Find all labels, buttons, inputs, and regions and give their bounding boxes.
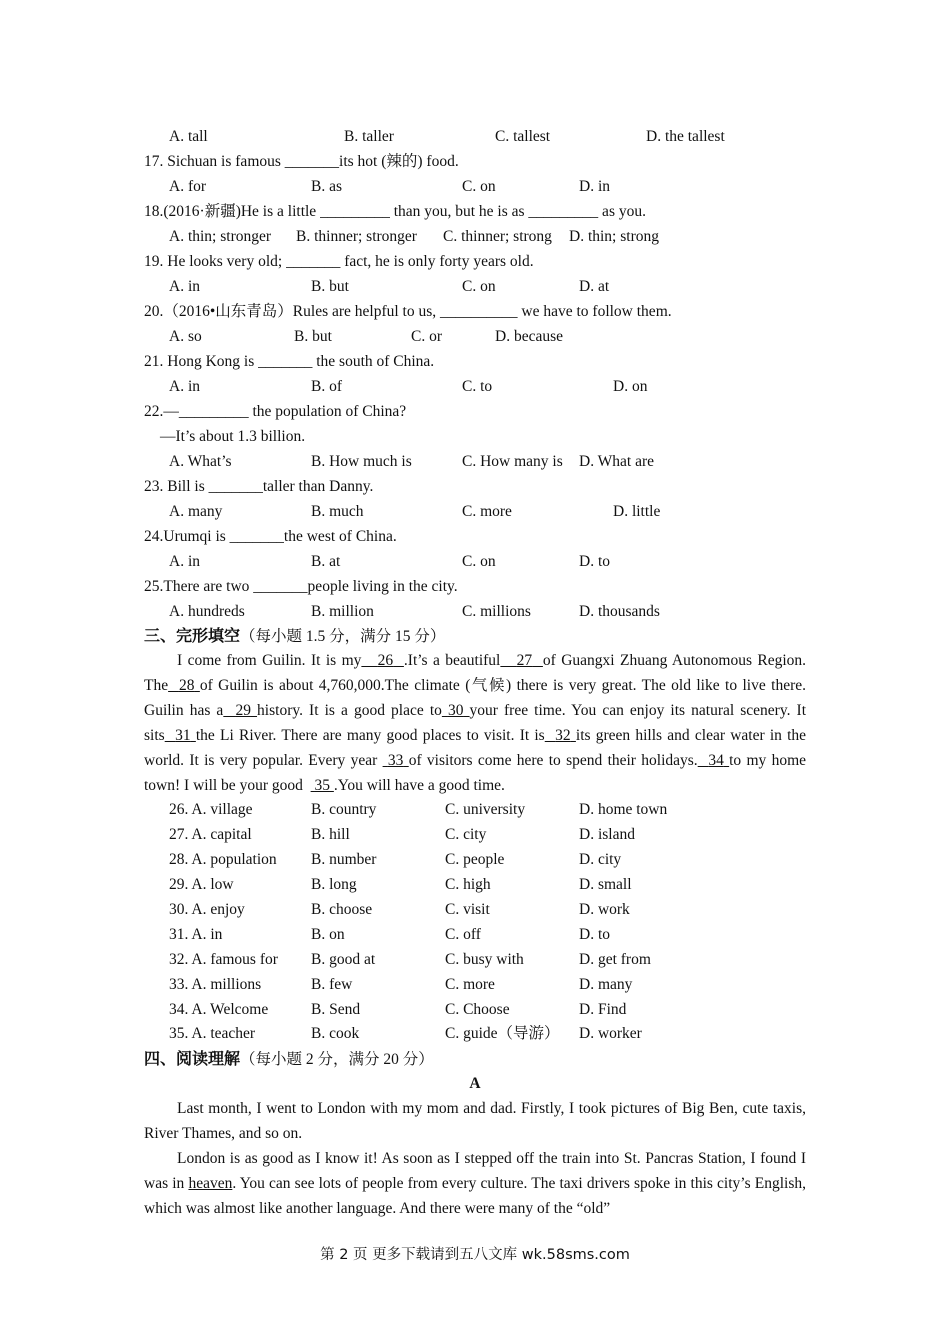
cloze-33-a: 33. A. millions [169,976,262,993]
q17-options [169,174,809,199]
cloze-27-c: C. city [445,826,487,843]
q18-stem: 18.(2016·新疆)He is a little _________ than you, but he is as _________ as you. [144,203,646,220]
cloze-28-c: C. people [445,851,505,868]
section3-title: 三、完形填空 [144,626,241,645]
q25-option-d: D. thousands [579,603,660,620]
section4-heading [144,1046,806,1071]
cloze-32-c: C. busy with [445,951,524,968]
q19-option-d: D. at [579,278,610,295]
underlined-word-heaven: heaven [188,1175,233,1192]
cloze-35-d: D. worker [579,1025,642,1042]
blank-27: 27 [516,652,533,669]
cloze-item-28 [169,847,809,872]
q20-option-c: C. or [411,328,442,345]
cloze-29-b: B. long [311,876,357,893]
blank-35: 35 [314,777,330,794]
q22-option-d: D. What are [579,453,655,470]
section3-heading [144,623,806,648]
cloze-34-b: B. Send [311,1001,361,1018]
q17-stem: 17. Sichuan is famous _______its hot (辣的) food. [144,153,459,170]
cloze-31-a: 31. A. in [169,926,223,943]
q16-option-c: C. tallest [495,128,551,145]
cloze-item-35 [169,1021,809,1046]
q21-stem: 21. Hong Kong is _______ the south of China. [144,353,435,370]
cloze-30-a: 30. A. enjoy [169,901,245,918]
q23-option-c: C. more [462,503,512,520]
q24-option-a: A. in [169,553,200,570]
q22-options [169,449,809,474]
cloze-26-b: B. country [311,801,377,818]
cloze-35-b: B. cook [311,1025,360,1042]
q22-option-a: A. What’s [169,453,232,470]
q23-option-a: A. many [169,503,223,520]
cloze-27-a: 27. A. capital [169,826,252,843]
q17-option-a: A. for [169,178,207,195]
q18-option-b: B. thinner; stronger [296,228,417,245]
q23-options [169,499,809,524]
q18-option-d: D. thin; strong [569,228,659,245]
cloze-30-c: C. visit [445,901,490,918]
q21-options [169,374,809,399]
q16-option-d: D. the tallest [646,128,725,145]
blank-28: 28 [178,677,195,694]
q17-option-b: B. as [311,178,342,195]
q25-options [169,599,809,624]
q24-options [169,549,809,574]
cloze-31-d: D. to [579,926,610,943]
cloze-line-1: I come from Guilin. It is my 26 .It’s a beautiful 27 of Guangxi Zhuang Autonomous Region. The 28 of Guilin is about 4,760,000.The climate (气候) there is very great. The old like to live there. Guilin has a 29 history. It is a good place to 30 your free time. You can enjoy its natural scenery. It sits 31 the Li River. There are many good places to visit. It is 32 its green hills and clear water in the world. It is very popular. Every year 33 of visitors come here to spend their holidays. 34 to my home town! I will be your good 35 .You will have a good time. [144,652,807,794]
q21-option-a: A. in [169,378,200,395]
blank-29: 29 [235,702,251,719]
cloze-32-d: D. get from [579,951,651,968]
q24-option-c: C. on [462,553,496,570]
blank-34: 34 [708,752,724,769]
section4-title: 四、阅读理解 [144,1049,241,1068]
q16-option-b: B. taller [344,128,394,145]
q19-option-a: A. in [169,278,200,295]
reading-paragraph-2: London is as good as I know it! As soon as I stepped off the train into St. Pancras Station, I found I was in heaven. You can see lots of people from every culture. The taxi drivers spoke in this city’s English, which was almost like another language. And there were many of the “old” [144,1150,806,1217]
q17-option-d: D. in [579,178,610,195]
q25-option-b: B. million [311,603,374,620]
q21-option-b: B. of [311,378,342,395]
q23-option-b: B. much [311,503,364,520]
cloze-28-d: D. city [579,851,622,868]
cloze-29-c: C. high [445,876,491,893]
q19-option-b: B. but [311,278,349,295]
q19-options [169,274,809,299]
cloze-item-30 [169,897,809,922]
section4-note: （每小题 2 分，满分 20 分） [240,1051,434,1068]
q25-stem: 25.There are two _______people living in the city. [144,578,458,595]
q22-answer-line: —It’s about 1.3 billion. [160,428,306,445]
reading-paragraph-1: Last month, I went to London with my mom and dad. Firstly, I took pictures of Big Ben, cute taxis, River Thames, and so on. [144,1100,806,1142]
cloze-34-d: D. Find [579,1001,627,1018]
cloze-item-27 [169,822,809,847]
q19-stem: 19. He looks very old; _______ fact, he is only forty years old. [144,253,534,270]
cloze-item-31 [169,922,809,947]
cloze-33-d: D. many [579,976,633,993]
q19-option-c: C. on [462,278,496,295]
cloze-33-c: C. more [445,976,495,993]
q16-option-a: A. tall [169,128,208,145]
cloze-26-c: C. university [445,801,526,818]
q23-option-d: D. little [613,503,661,520]
cloze-26-a: 26. A. village [169,801,253,818]
cloze-33-b: B. few [311,976,353,993]
blank-31: 31 [175,727,191,744]
q22-option-c: C. How many is [462,453,563,470]
cloze-30-d: D. work [579,901,630,918]
q21-option-d: D. on [613,378,648,395]
cloze-item-26 [169,797,809,822]
cloze-passage [144,648,806,798]
cloze-item-29 [169,872,809,897]
passage-label: A [469,1075,481,1092]
q16-options [169,124,809,149]
q24-option-b: B. at [311,553,341,570]
q24-option-d: D. to [579,553,610,570]
q18-option-c: C. thinner; strong [443,228,552,245]
cloze-34-c: C. Choose [445,1001,510,1018]
cloze-32-b: B. good at [311,951,376,968]
q20-option-a: A. so [169,328,202,345]
q23-stem: 23. Bill is _______taller than Danny. [144,478,374,495]
cloze-34-a: 34. A. Welcome [169,1001,269,1018]
q20-option-b: B. but [294,328,332,345]
cloze-26-d: D. home town [579,801,668,818]
reading-passage [144,1096,806,1221]
cloze-35-c: C. guide（导游） [445,1025,560,1042]
q20-option-d: D. because [495,328,563,345]
q22-option-b: B. How much is [311,453,412,470]
q17-option-c: C. on [462,178,496,195]
q18-option-a: A. thin; stronger [169,228,272,245]
q20-stem: 20.（2016•山东青岛）Rules are helpful to us, __________ we have to follow them. [144,303,672,320]
cloze-30-b: B. choose [311,901,373,918]
cloze-32-a: 32. A. famous for [169,951,278,968]
q21-option-c: C. to [462,378,493,395]
section3-note: （每小题 1.5 分，满分 15 分） [240,628,446,645]
q25-option-a: A. hundreds [169,603,245,620]
cloze-item-34 [169,997,809,1022]
cloze-27-b: B. hill [311,826,350,843]
q20-options [169,324,809,349]
blank-32: 32 [555,727,571,744]
q25-option-c: C. millions [462,603,531,620]
blank-33: 33 [387,752,404,769]
page-footer: 第 2 页 更多下载请到五八文库 wk.58sms.com [320,1247,630,1263]
blank-30: 30 [447,702,464,719]
blank-26: 26 [377,652,394,669]
cloze-31-c: C. off [445,926,481,943]
q22-stem: 22.—_________ the population of China? [144,403,407,420]
cloze-27-d: D. island [579,826,635,843]
cloze-item-33 [169,972,809,997]
cloze-29-a: 29. A. low [169,876,234,893]
cloze-31-b: B. on [311,926,345,943]
cloze-28-b: B. number [311,851,377,868]
cloze-35-a: 35. A. teacher [169,1025,256,1042]
q18-options [169,224,809,249]
q24-stem: 24.Urumqi is _______the west of China. [144,528,397,545]
cloze-28-a: 28. A. population [169,851,277,868]
cloze-29-d: D. small [579,876,632,893]
cloze-item-32 [169,947,809,972]
